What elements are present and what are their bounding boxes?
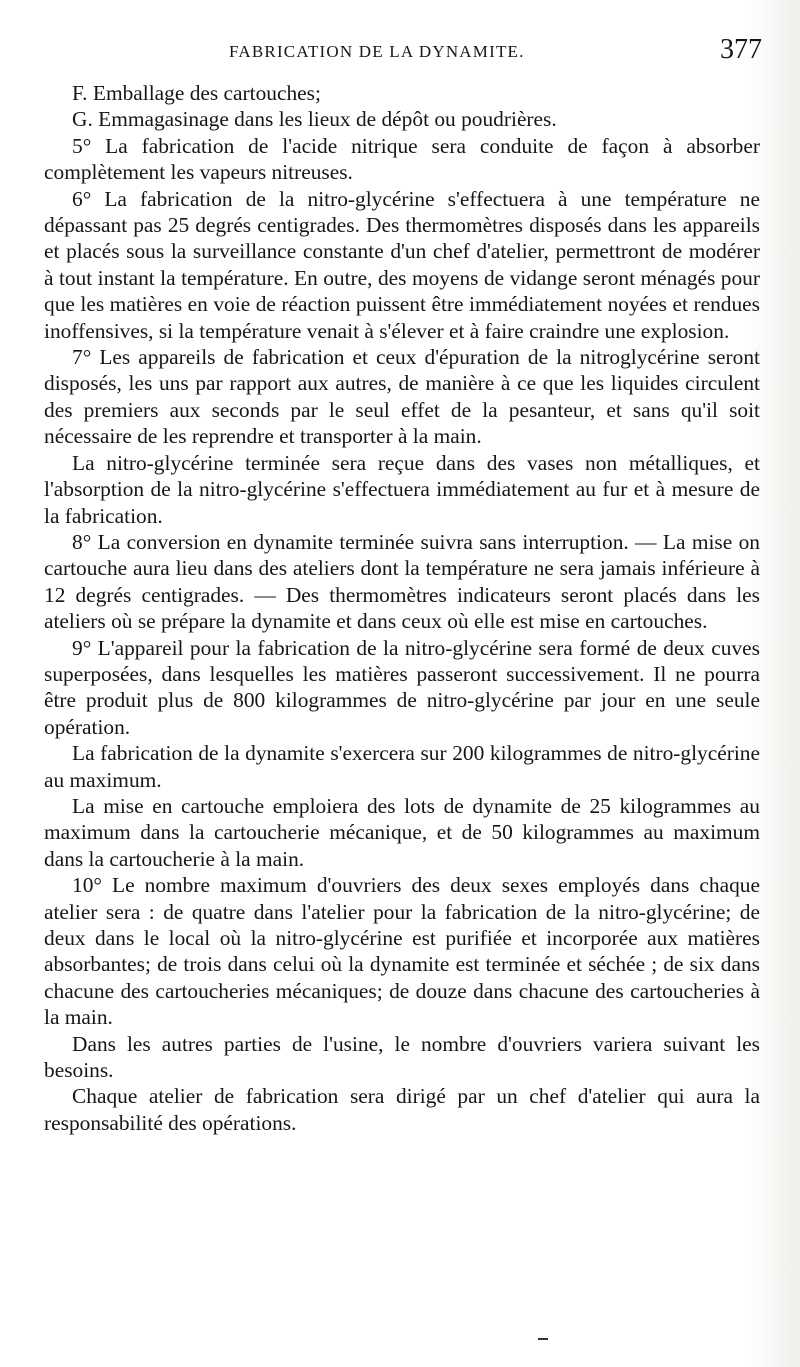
paragraph: La nitro-glycérine terminée sera reçue dans des vases non métalliques, et l'absorption de la nitro-glycérine s'effectuera immédiatement au fur et à mesure de la fabrication. (44, 450, 760, 528)
paragraph: G. Emmagasinage dans les lieux de dépôt ou poudrières. (72, 107, 557, 132)
page-body (44, 80, 760, 1136)
paragraph: Chaque atelier de fabrication sera dirigé par un chef d'atelier qui aura la responsabilité des opérations. (44, 1084, 760, 1135)
page-header (44, 30, 762, 70)
paragraph: F. Emballage des cartouches; (72, 81, 321, 105)
paragraph: 7° Les appareils de fabrication et ceux d'épuration de la nitroglycérine seront disposés, les uns par rapport aux autres, de manière à ce que les liquides circulent des premiers aux seconds par le seul effet de la pesanteur, et sans qu'il soit nécessaire de les reprendre et transporter à la main. (44, 345, 760, 449)
paragraph: La fabrication de la dynamite s'exercera sur 200 kilogrammes de nitro-glycérine au maximum. (44, 741, 760, 792)
paragraph: 5° La fabrication de l'acide nitrique sera conduite de façon à absorber complètement les vapeurs nitreuses. (44, 133, 760, 185)
paragraph: 8° La conversion en dynamite terminée suivra sans interruption. — La mise on cartouche aura lieu dans des ateliers dont la température ne sera jamais inférieure à 12 degrés centigrades. — Des thermomètres indicateurs seront placés dans les ateliers où se prépare la dynamite et dans ceux où elle est mise en cartouches. (44, 529, 760, 634)
paragraph: 6° La fabrication de la nitro-glycérine s'effectuera à une température ne dépassant pas 25 degrés centigrades. Des thermomètres disposés dans les appareils et placés sous la surveillance constante d'un chef d'atelier, permettront de modérer à tout instant la température. En outre, des moyens de vidange seront ménagés pour que les matières en voie de réaction puissent être immédiatement noyées et rendues inoffensives, si la température venait à s'élever et à faire craindre une explosion. (44, 186, 760, 343)
paragraph: La mise en cartouche emploiera des lots de dynamite de 25 kilogrammes au maximum dans la cartoucherie mécanique, et de 50 kilogrammes au maximum dans la cartoucherie à la main. (44, 793, 760, 871)
running-title: FABRICATION DE LA DYNAMITE. (229, 42, 525, 61)
page-number: 377 (720, 34, 762, 65)
paragraph: 9° L'appareil pour la fabrication de la nitro-glycérine sera formé de deux cuves superposées, dans lesquelles les matières passeront successivement. Il ne pourra être produit plus de 800 kilogrammes de nitro-glycérine par jour en une seule opération. (44, 635, 760, 739)
footer-dash (538, 1338, 548, 1340)
paragraph: Dans les autres parties de l'usine, le nombre d'ouvriers variera suivant les besoins. (44, 1031, 760, 1083)
paragraph: 10° Le nombre maximum d'ouvriers des deux sexes employés dans chaque atelier sera : de quatre dans l'atelier pour la fabrication de la nitro-glycérine; de deux dans le local où la nitro-glycérine est purifiée et incorporée aux matières absorbantes; de trois dans celui où la dynamite est terminée et séchée ; de six dans chacune des cartoucheries mécaniques; de douze dans chacune des cartoucheries à la main. (44, 873, 760, 1030)
